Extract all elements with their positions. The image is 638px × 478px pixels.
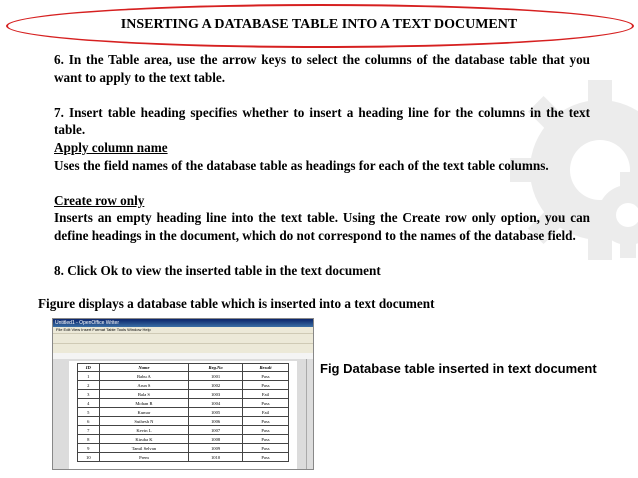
step-7: 7. Insert table heading specifies whether to insert a heading line for the columns in the text table.	[54, 104, 590, 138]
window-title: Untitled1 - OpenOffice Writer	[53, 319, 313, 327]
document-area	[53, 359, 313, 469]
body-text	[54, 51, 590, 280]
table-cell: 1	[78, 372, 100, 381]
table-cell: Fail	[242, 408, 288, 417]
table-cell: Suthesh N	[99, 417, 189, 426]
table-cell: 1010	[189, 453, 243, 462]
column-header: Reg.No	[189, 364, 243, 372]
table-cell: 1002	[189, 381, 243, 390]
table-cell: 1003	[189, 390, 243, 399]
table-cell: 10	[78, 453, 100, 462]
table-row	[78, 435, 289, 444]
table-row	[78, 390, 289, 399]
vertical-scrollbar[interactable]	[306, 359, 313, 469]
table-cell: 1001	[189, 372, 243, 381]
table-row	[78, 408, 289, 417]
menu-bar: File Edit View Insert Format Table Tools Window Help	[53, 327, 313, 333]
database-table	[77, 363, 289, 462]
table-cell: 1008	[189, 435, 243, 444]
table-cell: 8	[78, 435, 100, 444]
table-cell: 1007	[189, 426, 243, 435]
table-cell: 1004	[189, 399, 243, 408]
table-cell: Kiruba K	[99, 435, 189, 444]
table-cell: 7	[78, 426, 100, 435]
table-row	[78, 417, 289, 426]
table-cell: Pass	[242, 399, 288, 408]
step-8: 8. Click Ok to view the inserted table in the text document	[54, 263, 381, 279]
table-cell: Pass	[242, 435, 288, 444]
page-title: INSERTING A DATABASE TABLE INTO A TEXT DOCUMENT	[120, 17, 518, 32]
table-cell: Mohan R	[99, 399, 189, 408]
table-cell: 6	[78, 417, 100, 426]
table-row	[78, 381, 289, 390]
table-row	[78, 399, 289, 408]
table-cell: 4	[78, 399, 100, 408]
table-cell: 1005	[189, 408, 243, 417]
create-row-only-heading: Create row only	[54, 192, 145, 208]
table-cell: Prem	[99, 453, 189, 462]
table-cell: 5	[78, 408, 100, 417]
formatting-toolbar	[53, 343, 313, 353]
step-6: 6. In the Table area, use the arrow keys to select the columns of the database table that you want to apply to the text table.	[54, 52, 590, 85]
table-cell: Bala S	[99, 390, 189, 399]
table-row	[78, 426, 289, 435]
table-cell: Arun S	[99, 381, 189, 390]
apply-column-name-desc: Uses the field names of the database table as headings for each of the text table columns.	[54, 157, 549, 173]
table-row	[78, 444, 289, 453]
column-header: ID	[78, 364, 100, 372]
table-cell: Pass	[242, 381, 288, 390]
table-cell: 2	[78, 381, 100, 390]
table-cell: Pass	[242, 417, 288, 426]
table-cell: 1006	[189, 417, 243, 426]
table-cell: Kevin L	[99, 426, 189, 435]
create-row-only-desc: Inserts an empty heading line into the text table. Using the Create row only option, you can define headings in the document, which do not correspond to the names of the database field.	[54, 210, 590, 243]
document-page	[69, 361, 297, 469]
table-cell: Pass	[242, 426, 288, 435]
table-cell: Babu A	[99, 372, 189, 381]
table-cell: 1009	[189, 444, 243, 453]
table-cell: Pass	[242, 444, 288, 453]
figure-caption: Fig Database table inserted in text document	[320, 361, 597, 376]
apply-column-name-heading: Apply column name	[54, 139, 168, 155]
writer-screenshot	[52, 318, 314, 470]
table-cell: Kumar	[99, 408, 189, 417]
table-cell: Pass	[242, 453, 288, 462]
table-cell: 9	[78, 444, 100, 453]
standard-toolbar	[53, 333, 313, 343]
column-header: Name	[99, 364, 189, 372]
table-cell: Tamil Selvan	[99, 444, 189, 453]
table-row	[78, 372, 289, 381]
table-cell: Pass	[242, 372, 288, 381]
table-row	[78, 453, 289, 462]
table-cell: 3	[78, 390, 100, 399]
column-header: Result	[242, 364, 288, 372]
figure-line: Figure displays a database table which is inserted into a text document	[38, 296, 435, 311]
table-cell: Fail	[242, 390, 288, 399]
